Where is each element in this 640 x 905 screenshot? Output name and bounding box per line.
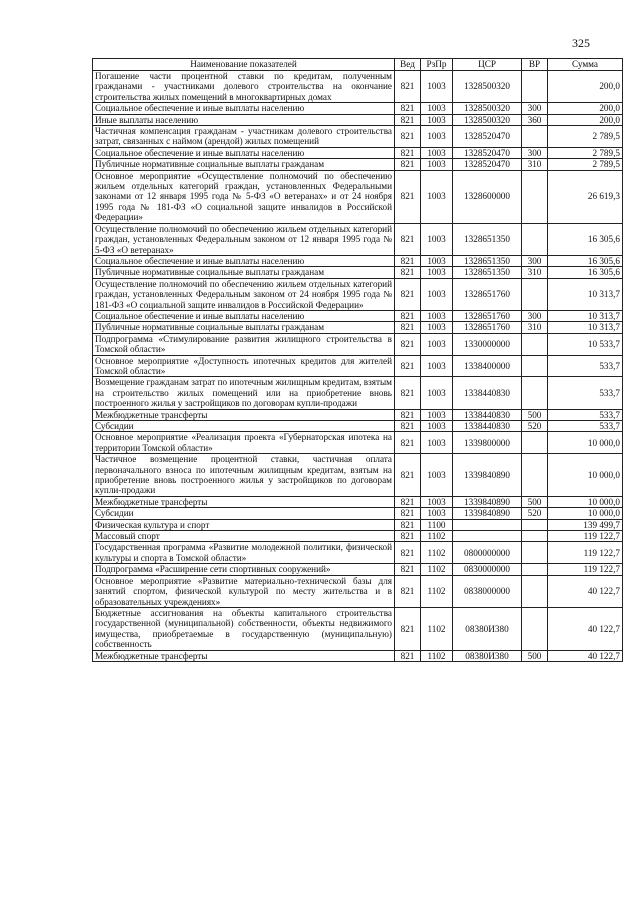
cell-rzpr: 1003 [421, 170, 453, 223]
table-row [93, 607, 623, 650]
cell-rzpr: 1003 [421, 409, 453, 420]
cell-vr: 310 [522, 322, 548, 333]
cell-csr: 1339840890 [453, 496, 522, 507]
cell-sum: 40 122,7 [548, 607, 623, 650]
cell-name: Межбюджетные трансферты [93, 650, 395, 661]
cell-rzpr: 1102 [421, 650, 453, 661]
cell-vr: 500 [522, 650, 548, 661]
cell-csr: 1339840890 [453, 508, 522, 519]
cell-csr: 08380И380 [453, 607, 522, 650]
cell-csr: 0838000000 [453, 575, 522, 607]
cell-sum: 200,0 [548, 114, 623, 125]
cell-name: Основное мероприятие «Доступность ипотечных кредитов для жителей Томской области» [93, 355, 395, 377]
cell-rzpr: 1102 [421, 607, 453, 650]
cell-rzpr: 1100 [421, 519, 453, 530]
table-row [93, 333, 623, 355]
cell-rzpr: 1003 [421, 355, 453, 377]
cell-csr: 1338400000 [453, 355, 522, 377]
cell-name: Массовый спорт [93, 531, 395, 542]
cell-csr: 1328520470 [453, 126, 522, 148]
cell-ved: 821 [395, 519, 421, 530]
cell-name: Бюджетные ассигнования на объекты капитального строительства государственной (муниципальной) собственности, объекты недвижимого имущества, приобретаемые в государственную (муниципальную) собственность [93, 607, 395, 650]
table-row [93, 508, 623, 519]
cell-rzpr: 1003 [421, 454, 453, 497]
cell-vr [522, 564, 548, 575]
table-row [93, 421, 623, 432]
cell-rzpr: 1003 [421, 255, 453, 266]
cell-ved: 821 [395, 542, 421, 564]
cell-sum: 10 000,0 [548, 454, 623, 497]
table-row [93, 223, 623, 255]
cell-csr [453, 531, 522, 542]
cell-sum: 2 789,5 [548, 159, 623, 170]
cell-ved: 821 [395, 432, 421, 454]
cell-sum: 533,7 [548, 355, 623, 377]
cell-csr: 1338440830 [453, 421, 522, 432]
cell-name: Подпрограмма «Расширение сети спортивных сооружений» [93, 564, 395, 575]
cell-ved: 821 [395, 103, 421, 114]
table-row [93, 322, 623, 333]
cell-name: Основное мероприятие «Развитие материально-технической базы для занятий спортом, физической культурой по месту жительства и в образовательных учреждениях» [93, 575, 395, 607]
table-row [93, 519, 623, 530]
cell-ved: 821 [395, 267, 421, 278]
cell-vr [522, 432, 548, 454]
cell-vr: 520 [522, 508, 548, 519]
cell-csr [453, 519, 522, 530]
cell-ved: 821 [395, 454, 421, 497]
table-row [93, 575, 623, 607]
cell-ved: 821 [395, 650, 421, 661]
cell-rzpr: 1003 [421, 71, 453, 103]
table-row [93, 531, 623, 542]
table-row [93, 126, 623, 148]
cell-csr: 0800000000 [453, 542, 522, 564]
header-ved: Вед [395, 59, 421, 71]
cell-rzpr: 1003 [421, 310, 453, 321]
cell-vr: 360 [522, 114, 548, 125]
cell-ved: 821 [395, 531, 421, 542]
cell-vr: 520 [522, 421, 548, 432]
cell-name: Частичное возмещение процентной ставки, частичная оплата первоначального взноса по ипотечным жилищным кредитам, взятым на приобретение вновь построенного жилья у застройщиков по договорам купли-продажи [93, 454, 395, 497]
cell-rzpr: 1102 [421, 564, 453, 575]
cell-rzpr: 1003 [421, 421, 453, 432]
cell-csr: 1328500320 [453, 71, 522, 103]
cell-rzpr: 1102 [421, 575, 453, 607]
cell-csr: 08380И380 [453, 650, 522, 661]
cell-name: Частичная компенсация гражданам - участникам долевого строительства затрат, связанных с наймом (арендой) жилых помещений [93, 126, 395, 148]
cell-name: Публичные нормативные социальные выплаты гражданам [93, 322, 395, 333]
cell-name: Межбюджетные трансферты [93, 409, 395, 420]
cell-name: Социальное обеспечение и иные выплаты населению [93, 103, 395, 114]
cell-vr: 300 [522, 310, 548, 321]
header-name: Наименование показателей [93, 59, 395, 71]
table-row [93, 310, 623, 321]
cell-name: Социальное обеспечение и иные выплаты населению [93, 310, 395, 321]
cell-ved: 821 [395, 607, 421, 650]
cell-rzpr: 1003 [421, 333, 453, 355]
cell-vr [522, 377, 548, 409]
cell-name: Социальное обеспечение и иные выплаты населению [93, 255, 395, 266]
cell-name: Публичные нормативные социальные выплаты гражданам [93, 159, 395, 170]
cell-sum: 200,0 [548, 103, 623, 114]
cell-rzpr: 1102 [421, 542, 453, 564]
cell-rzpr: 1003 [421, 508, 453, 519]
cell-sum: 2 789,5 [548, 126, 623, 148]
table-body [93, 71, 623, 662]
cell-name: Субсидии [93, 508, 395, 519]
cell-csr: 0830000000 [453, 564, 522, 575]
cell-vr [522, 278, 548, 310]
cell-vr: 310 [522, 267, 548, 278]
cell-name: Социальное обеспечение и иные выплаты населению [93, 147, 395, 158]
cell-ved: 821 [395, 496, 421, 507]
cell-sum: 16 305,6 [548, 255, 623, 266]
cell-sum: 10 313,7 [548, 322, 623, 333]
cell-ved: 821 [395, 377, 421, 409]
cell-ved: 821 [395, 421, 421, 432]
cell-csr: 1328651350 [453, 223, 522, 255]
cell-name: Субсидии [93, 421, 395, 432]
cell-vr [522, 355, 548, 377]
cell-vr: 500 [522, 496, 548, 507]
cell-rzpr: 1003 [421, 223, 453, 255]
cell-rzpr: 1003 [421, 432, 453, 454]
cell-vr [522, 126, 548, 148]
header-rzpr: РзПр [421, 59, 453, 71]
table-row [93, 564, 623, 575]
cell-csr: 1338440830 [453, 377, 522, 409]
cell-vr [522, 531, 548, 542]
cell-csr: 1328520470 [453, 159, 522, 170]
cell-vr [522, 223, 548, 255]
cell-rzpr: 1003 [421, 103, 453, 114]
cell-vr [522, 71, 548, 103]
cell-ved: 821 [395, 333, 421, 355]
table-row [93, 432, 623, 454]
cell-csr: 1328651760 [453, 310, 522, 321]
table-row [93, 650, 623, 661]
cell-sum: 40 122,7 [548, 575, 623, 607]
cell-csr: 1328651760 [453, 278, 522, 310]
header-sum: Сумма [548, 59, 623, 71]
cell-vr [522, 542, 548, 564]
cell-rzpr: 1003 [421, 496, 453, 507]
cell-name: Основное мероприятие «Осуществление полномочий по обеспечению жильем отдельных категорий граждан, установленных Федеральными законами от 12 января 1995 года № 5-ФЗ «О ветеранах» и от 24 ноября 1995 года № 181-ФЗ «О социальной защите инвалидов в Российской Федерации» [93, 170, 395, 223]
table-row [93, 267, 623, 278]
cell-csr: 1328651760 [453, 322, 522, 333]
cell-vr [522, 607, 548, 650]
table-row [93, 496, 623, 507]
cell-sum: 16 305,6 [548, 267, 623, 278]
cell-sum: 533,7 [548, 421, 623, 432]
cell-csr: 1328600000 [453, 170, 522, 223]
cell-csr: 1328651350 [453, 267, 522, 278]
cell-ved: 821 [395, 355, 421, 377]
cell-name: Осуществление полномочий по обеспечению жильем отдельных категорий граждан, установленных Федеральным законом от 24 ноября 1995 года № 181-ФЗ «О социальной защите инвалидов в Российской Федерации» [93, 278, 395, 310]
cell-sum: 16 305,6 [548, 223, 623, 255]
cell-sum: 119 122,7 [548, 564, 623, 575]
table-row [93, 377, 623, 409]
cell-vr [522, 454, 548, 497]
cell-sum: 533,7 [548, 409, 623, 420]
cell-name: Государственная программа «Развитие молодежной политики, физической культуры и спорта в Томской области» [93, 542, 395, 564]
cell-name: Межбюджетные трансферты [93, 496, 395, 507]
cell-name: Физическая культура и спорт [93, 519, 395, 530]
cell-sum: 119 122,7 [548, 531, 623, 542]
cell-vr [522, 519, 548, 530]
cell-name: Возмещение гражданам затрат по ипотечным жилищным кредитам, взятым на строительство жилых помещений или на приобретение вновь построенного жилья у застройщиков по договорам купли-продажи [93, 377, 395, 409]
cell-rzpr: 1003 [421, 322, 453, 333]
table-row [93, 159, 623, 170]
cell-ved: 821 [395, 564, 421, 575]
cell-vr [522, 333, 548, 355]
cell-sum: 139 499,7 [548, 519, 623, 530]
budget-table [92, 58, 623, 662]
cell-ved: 821 [395, 508, 421, 519]
cell-vr: 500 [522, 409, 548, 420]
cell-sum: 26 619,3 [548, 170, 623, 223]
cell-vr [522, 575, 548, 607]
cell-ved: 821 [395, 223, 421, 255]
cell-ved: 821 [395, 322, 421, 333]
cell-name: Осуществление полномочий по обеспечению жильем отдельных категорий граждан, установленных Федеральным законом от 12 января 1995 года № 5-ФЗ «О ветеранах» [93, 223, 395, 255]
cell-csr: 1339800000 [453, 432, 522, 454]
cell-ved: 821 [395, 409, 421, 420]
cell-csr: 1328500320 [453, 114, 522, 125]
cell-rzpr: 1003 [421, 126, 453, 148]
table-row [93, 170, 623, 223]
table-row [93, 278, 623, 310]
cell-sum: 10 313,7 [548, 278, 623, 310]
cell-ved: 821 [395, 278, 421, 310]
table-row [93, 255, 623, 266]
cell-name: Погашение части процентной ставки по кредитам, полученным гражданами - участниками долевого строительства на окончание строительства жилых помещений в многоквартирных домах [93, 71, 395, 103]
table-row [93, 114, 623, 125]
cell-sum: 119 122,7 [548, 542, 623, 564]
cell-ved: 821 [395, 170, 421, 223]
cell-name: Иные выплаты населению [93, 114, 395, 125]
cell-vr: 300 [522, 103, 548, 114]
cell-rzpr: 1102 [421, 531, 453, 542]
cell-vr: 300 [522, 147, 548, 158]
cell-rzpr: 1003 [421, 267, 453, 278]
cell-csr: 1328500320 [453, 103, 522, 114]
cell-rzpr: 1003 [421, 114, 453, 125]
cell-ved: 821 [395, 71, 421, 103]
cell-ved: 821 [395, 575, 421, 607]
header-vr: ВР [522, 59, 548, 71]
cell-rzpr: 1003 [421, 159, 453, 170]
cell-ved: 821 [395, 114, 421, 125]
cell-sum: 200,0 [548, 71, 623, 103]
cell-csr: 1338440830 [453, 409, 522, 420]
cell-rzpr: 1003 [421, 377, 453, 409]
cell-ved: 821 [395, 147, 421, 158]
cell-rzpr: 1003 [421, 278, 453, 310]
cell-ved: 821 [395, 126, 421, 148]
cell-ved: 821 [395, 310, 421, 321]
table-row [93, 409, 623, 420]
table-row [93, 355, 623, 377]
table-header-row [93, 59, 623, 71]
cell-rzpr: 1003 [421, 147, 453, 158]
cell-csr: 1328651350 [453, 255, 522, 266]
table-row [93, 71, 623, 103]
cell-vr [522, 170, 548, 223]
cell-vr: 310 [522, 159, 548, 170]
cell-sum: 40 122,7 [548, 650, 623, 661]
cell-sum: 10 000,0 [548, 496, 623, 507]
table-row [93, 454, 623, 497]
cell-sum: 10 313,7 [548, 310, 623, 321]
cell-ved: 821 [395, 159, 421, 170]
cell-name: Основное мероприятие «Реализация проекта «Губернаторская ипотека на территории Томской области» [93, 432, 395, 454]
cell-name: Подпрограмма «Стимулирование развития жилищного строительства в Томской области» [93, 333, 395, 355]
cell-ved: 821 [395, 255, 421, 266]
cell-csr: 1328520470 [453, 147, 522, 158]
cell-csr: 1339840890 [453, 454, 522, 497]
table-row [93, 147, 623, 158]
cell-name: Публичные нормативные социальные выплаты гражданам [93, 267, 395, 278]
cell-sum: 10 000,0 [548, 508, 623, 519]
cell-sum: 2 789,5 [548, 147, 623, 158]
cell-sum: 533,7 [548, 377, 623, 409]
cell-vr: 300 [522, 255, 548, 266]
table-row [93, 542, 623, 564]
cell-csr: 1330000000 [453, 333, 522, 355]
page-number: 325 [572, 36, 590, 50]
cell-sum: 10 000,0 [548, 432, 623, 454]
cell-sum: 10 533,7 [548, 333, 623, 355]
table-row [93, 103, 623, 114]
header-csr: ЦСР [453, 59, 522, 71]
